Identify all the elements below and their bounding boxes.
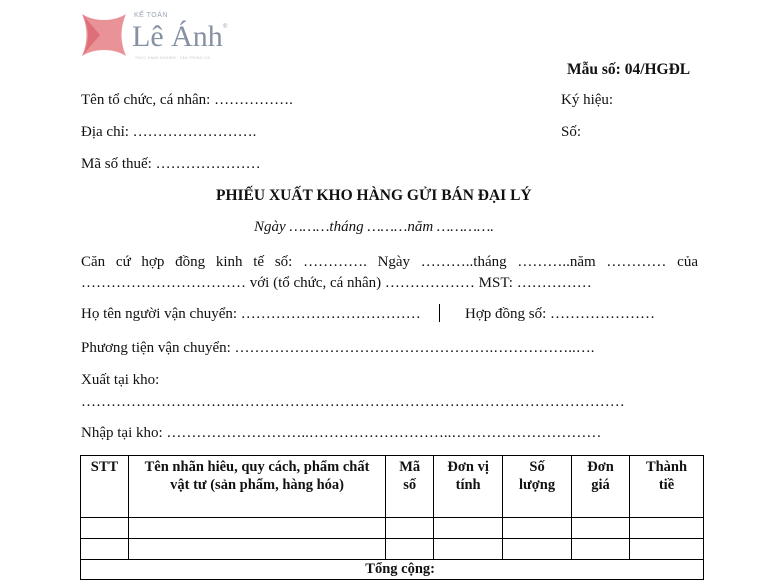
header-amount: Thành tiề [630,456,704,518]
header-unit: Đơn vị tính [434,456,503,518]
table-cell[interactable] [128,539,385,560]
table-cell[interactable] [572,539,630,560]
carrier-name-tail: … [405,306,421,322]
vehicle-field[interactable]: Phương tiện vận chuyển: …………………………………………….……………..…. [81,340,595,356]
carrier-name-text: Họ tên người vận chuyển: …………………………… [81,306,406,322]
table-cell[interactable] [386,518,434,539]
table-row [81,518,704,539]
tax-code-field[interactable]: Mã số thuế: ………………… [81,156,261,172]
table-cell[interactable] [386,539,434,560]
table-row [81,539,704,560]
contract-line-1[interactable]: Căn cứ hợp đồng kinh tế số: …………. Ngày ………..tháng ………..năm ………… của [81,254,698,270]
symbol-label: Ký hiệu: [561,92,614,108]
table-cell[interactable] [503,518,572,539]
form-code: Mẫu số: 04/HGĐL [567,61,691,78]
logo-registered: ® [223,24,228,30]
date-line[interactable]: Ngày ………tháng ………năm …………. [254,219,495,235]
table-cell[interactable] [81,518,129,539]
table-cell[interactable] [503,539,572,560]
logo-brand: Lê Ánh [132,20,223,53]
header-code: Mã số [386,456,434,518]
table-cell[interactable] [434,518,503,539]
contract-number-field[interactable]: Hợp đồng số: ………………… [465,306,656,322]
contract-line-2[interactable]: …………………………… với (tổ chức, cá nhân) ……………… MST: …………… [81,275,592,291]
export-warehouse-label: Xuất tại kho: [81,372,160,388]
table-total-row [81,560,704,580]
carrier-name-field[interactable] [81,306,421,323]
org-name-field[interactable]: Tên tổ chức, cá nhân: ……………. [81,92,293,108]
goods-table [80,455,704,580]
table-cell[interactable] [434,539,503,560]
import-warehouse-field[interactable]: Nhập tại kho: ………………………..………………………..………………………… [81,425,602,441]
header-stt: STT [81,456,129,518]
header-unit-price: Đơn giá [572,456,630,518]
total-cell [81,560,704,580]
table-cell[interactable] [630,539,704,560]
address-field[interactable]: Địa chỉ: ……………………. [81,124,257,140]
table-cell[interactable] [572,518,630,539]
total-label: Tổng cộng: [365,561,435,577]
table-cell[interactable] [128,518,385,539]
table-header-row [81,456,704,518]
text-cursor [439,304,440,322]
logo-tagline: THỰC HÀNH NGHIỆM · TẬN TRUNG ƯA [135,56,211,60]
export-warehouse-field[interactable]: ………………………….…………………………………………………………………… [81,394,625,410]
table-cell[interactable] [81,539,129,560]
logo-mark-icon [80,12,128,58]
header-quantity: Số lượng [503,456,572,518]
table-cell[interactable] [630,518,704,539]
number-label: Số: [561,124,582,140]
company-logo [80,8,240,62]
logo-small-text: KẾ TOÁN [134,12,168,19]
document-title: PHIẾU XUẤT KHO HÀNG GỬI BÁN ĐẠI LÝ [216,187,532,204]
header-item-name: Tên nhãn hiêu, quy cách, phẩm chất vật tư (sản phẩm, hàng hóa) [128,456,385,518]
